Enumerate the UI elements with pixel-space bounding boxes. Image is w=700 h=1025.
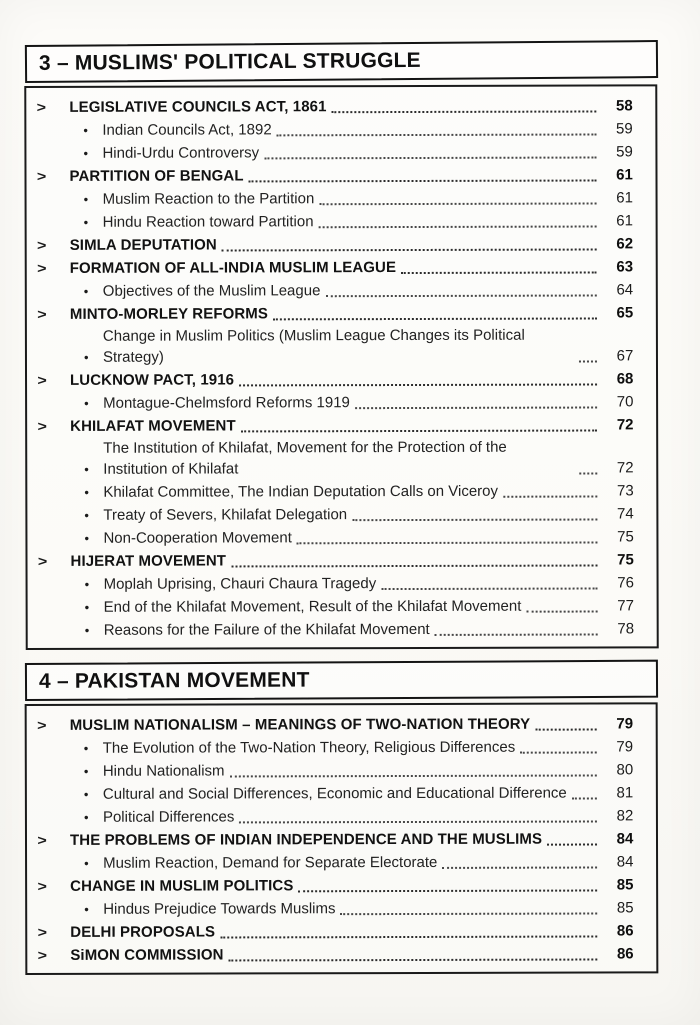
chevron-icon: > bbox=[37, 417, 47, 434]
bullet-icon: • bbox=[83, 740, 89, 756]
section-block-3 bbox=[25, 45, 658, 650]
dot-leader bbox=[241, 430, 597, 433]
toc-sub-row bbox=[27, 502, 656, 526]
toc-heading-row bbox=[26, 163, 655, 187]
toc-sub-row bbox=[27, 324, 656, 368]
bullet-icon: • bbox=[84, 901, 89, 917]
toc-heading-row bbox=[27, 367, 656, 391]
page-number: 72 bbox=[616, 416, 634, 434]
toc-sub-row bbox=[27, 758, 656, 782]
toc-sub-row bbox=[28, 571, 657, 595]
toc-sub-row bbox=[27, 186, 656, 210]
entry-title: DELHI PROPOSALS bbox=[70, 923, 216, 941]
dot-leader bbox=[220, 936, 597, 939]
toc-sub-row bbox=[26, 117, 655, 141]
section-3-title: 3 – MUSLIMS' POLITICAL STRUGGLE bbox=[38, 48, 421, 75]
entry-title: LUCKNOW PACT, 1916 bbox=[70, 371, 235, 389]
entry-title: PARTITION OF BENGAL bbox=[69, 167, 244, 185]
bullet-icon: • bbox=[84, 484, 89, 500]
page-number: 64 bbox=[616, 281, 634, 299]
page-number: 67 bbox=[616, 347, 634, 365]
page-number: 63 bbox=[616, 258, 634, 276]
chevron-icon: > bbox=[36, 98, 47, 115]
bullet-icon: • bbox=[84, 855, 89, 871]
bullet-icon: • bbox=[84, 599, 90, 615]
toc-sub-row bbox=[27, 525, 656, 549]
entry-title: Treaty of Severs, Khilafat Delegation bbox=[103, 506, 348, 524]
dot-leader bbox=[297, 542, 598, 545]
dot-leader bbox=[319, 226, 597, 229]
dot-leader bbox=[381, 588, 597, 591]
toc-heading-row bbox=[27, 301, 656, 325]
dot-leader bbox=[332, 111, 597, 114]
toc-sub-row bbox=[27, 436, 656, 480]
page-number: 85 bbox=[616, 899, 634, 917]
page-number: 70 bbox=[616, 393, 634, 411]
entry-title: Montague-Chelmsford Reforms 1919 bbox=[103, 394, 350, 412]
bullet-icon: • bbox=[83, 349, 89, 365]
bullet-icon: • bbox=[84, 576, 90, 592]
entry-title: MUSLIM NATIONALISM – MEANINGS OF TWO-NATION THEORY bbox=[69, 715, 531, 734]
entry-title: FORMATION OF ALL-INDIA MUSLIM LEAGUE bbox=[69, 259, 397, 277]
chevron-icon: > bbox=[37, 259, 47, 276]
entry-title: End of the Khilafat Movement, Result of the Khilafat Movement bbox=[103, 597, 522, 616]
page-number: 62 bbox=[616, 235, 634, 253]
entry-title: The Institution of Khilafat, Movement for the Protection of the Institution of Khilafat bbox=[103, 438, 507, 478]
bullet-icon: • bbox=[84, 530, 90, 546]
toc-sub-row bbox=[28, 617, 657, 641]
page-number: 79 bbox=[616, 715, 634, 733]
bullet-icon: • bbox=[83, 191, 89, 207]
dot-leader bbox=[520, 752, 597, 754]
entry-title: Muslim Reaction, Demand for Separate Electorate bbox=[103, 853, 438, 872]
bullet-icon: • bbox=[83, 763, 89, 779]
page-number: 86 bbox=[616, 945, 634, 963]
chevron-icon: > bbox=[37, 831, 47, 848]
entry-title: CHANGE IN MUSLIM POLITICS bbox=[70, 877, 294, 895]
bullet-icon: • bbox=[84, 507, 89, 523]
entry-title: Objectives of the Muslim League bbox=[102, 282, 321, 300]
entry-title: MINTO-MORLEY REFORMS bbox=[69, 305, 269, 323]
entry-title: Moplah Uprising, Chauri Chaura Tragedy bbox=[103, 575, 377, 593]
toc-heading-row bbox=[27, 413, 656, 437]
toc-sub-row bbox=[27, 850, 656, 874]
page-number: 59 bbox=[616, 120, 633, 138]
toc-heading-row bbox=[27, 255, 656, 279]
bullet-icon: • bbox=[83, 786, 89, 802]
dot-leader bbox=[230, 775, 597, 778]
entry-title: Hindu Reaction toward Partition bbox=[102, 213, 314, 231]
page-number: 76 bbox=[617, 574, 634, 592]
entry-title: SIMLA DEPUTATION bbox=[69, 236, 217, 254]
toc-heading-row bbox=[27, 548, 656, 572]
entry-title: Muslim Reaction to the Partition bbox=[102, 190, 315, 208]
dot-leader bbox=[222, 249, 597, 252]
dot-leader bbox=[341, 913, 598, 916]
section-3-entries bbox=[24, 84, 658, 650]
page-number: 72 bbox=[616, 459, 634, 477]
dot-leader bbox=[442, 867, 597, 869]
dot-leader bbox=[319, 203, 596, 206]
bullet-icon: • bbox=[84, 461, 89, 477]
page-number: 79 bbox=[616, 738, 634, 756]
chevron-icon: > bbox=[37, 877, 47, 894]
toc-sub-row bbox=[26, 140, 655, 164]
toc-sub-row bbox=[28, 594, 657, 618]
chevron-icon: > bbox=[37, 716, 47, 733]
bullet-icon: • bbox=[83, 809, 89, 825]
dot-leader bbox=[277, 134, 597, 137]
entry-title: KHILAFAT MOVEMENT bbox=[70, 417, 236, 435]
dot-leader bbox=[264, 157, 596, 160]
section-block-4 bbox=[25, 663, 658, 975]
bullet-icon: • bbox=[83, 283, 89, 299]
dot-leader bbox=[239, 821, 597, 824]
bullet-icon: • bbox=[84, 395, 89, 411]
dot-leader bbox=[572, 798, 597, 800]
page-number: 68 bbox=[616, 370, 634, 388]
dot-leader bbox=[249, 180, 597, 183]
chevron-icon: > bbox=[37, 305, 47, 322]
page-number: 82 bbox=[616, 807, 634, 825]
entry-title: The Evolution of the Two-Nation Theory, Religious Differences bbox=[102, 738, 516, 757]
dot-leader bbox=[231, 565, 598, 568]
page-number: 80 bbox=[616, 761, 634, 779]
dot-leader bbox=[579, 361, 597, 363]
page-number: 73 bbox=[616, 482, 634, 500]
dot-leader bbox=[239, 384, 597, 387]
entry-title: LEGISLATIVE COUNCILS ACT, 1861 bbox=[69, 98, 327, 116]
dot-leader bbox=[435, 634, 598, 636]
entry-title: Hindu Nationalism bbox=[102, 762, 225, 780]
entry-title: Hindus Prejudice Towards Muslims bbox=[103, 900, 336, 918]
dot-leader bbox=[298, 890, 597, 893]
section-4-header bbox=[25, 660, 658, 701]
page-number: 58 bbox=[615, 97, 633, 115]
page-number: 75 bbox=[617, 528, 634, 546]
page-number: 61 bbox=[616, 212, 633, 230]
page-number: 65 bbox=[616, 304, 634, 322]
dot-leader bbox=[579, 473, 597, 475]
entry-title: SiMON COMMISSION bbox=[70, 946, 224, 964]
page-number: 78 bbox=[617, 620, 635, 638]
page-number: 77 bbox=[617, 597, 634, 615]
dot-leader bbox=[535, 729, 596, 731]
entry-title: Khilafat Committee, The Indian Deputation Calls on Viceroy bbox=[103, 482, 499, 501]
entry-title: Political Differences bbox=[102, 808, 235, 826]
toc-heading-row bbox=[27, 232, 656, 256]
chevron-icon: > bbox=[37, 946, 48, 963]
page-number: 75 bbox=[617, 551, 634, 569]
section-3-header bbox=[25, 40, 658, 83]
page-number: 61 bbox=[616, 189, 633, 207]
dot-leader bbox=[355, 407, 597, 410]
entry-title: Change in Muslim Politics (Muslim League Changes its Political Strategy) bbox=[102, 326, 525, 366]
page-number: 61 bbox=[616, 166, 633, 184]
section-4-entries bbox=[25, 702, 659, 975]
dot-leader bbox=[352, 519, 597, 522]
page-number: 85 bbox=[616, 876, 634, 894]
entry-title: Non-Cooperation Movement bbox=[103, 529, 292, 547]
toc-sub-row bbox=[27, 479, 656, 503]
toc-heading-row bbox=[27, 919, 656, 943]
toc-sub-row bbox=[27, 209, 656, 233]
page-number: 86 bbox=[616, 922, 634, 940]
entry-title: Reasons for the Failure of the Khilafat Movement bbox=[103, 620, 430, 639]
chevron-icon: > bbox=[37, 552, 48, 569]
section-4-title: 4 – PAKISTAN MOVEMENT bbox=[38, 668, 310, 693]
toc-sub-row bbox=[27, 278, 656, 302]
chevron-icon: > bbox=[37, 236, 47, 253]
bullet-icon: • bbox=[83, 145, 89, 161]
chevron-icon: > bbox=[37, 923, 48, 940]
toc-sub-row bbox=[27, 735, 656, 759]
bullet-icon: • bbox=[84, 622, 90, 638]
entry-title: THE PROBLEMS OF INDIAN INDEPENDENCE AND THE MUSLIMS bbox=[69, 830, 543, 849]
entry-title: Indian Councils Act, 1892 bbox=[102, 121, 272, 139]
dot-leader bbox=[229, 959, 598, 962]
toc-sub-row bbox=[27, 781, 656, 805]
page-number: 74 bbox=[617, 505, 634, 523]
bullet-icon: • bbox=[83, 122, 88, 138]
page-number: 84 bbox=[616, 853, 634, 871]
toc-heading-row bbox=[26, 94, 655, 118]
chevron-icon: > bbox=[37, 371, 47, 388]
entry-title: Cultural and Social Differences, Economic and Educational Difference bbox=[102, 784, 567, 803]
toc-sub-row bbox=[27, 390, 656, 414]
toc-heading-row bbox=[27, 942, 656, 966]
entry-title: HIJERAT MOVEMENT bbox=[70, 552, 227, 570]
dot-leader bbox=[503, 496, 597, 498]
bullet-icon: • bbox=[83, 214, 89, 230]
page-number: 59 bbox=[616, 143, 633, 161]
dot-leader bbox=[401, 272, 597, 275]
entry-title: Hindi-Urdu Controversy bbox=[102, 144, 260, 162]
dot-leader bbox=[325, 295, 596, 298]
page-number: 81 bbox=[616, 784, 634, 802]
toc-heading-row bbox=[27, 873, 656, 897]
dot-leader bbox=[547, 844, 597, 846]
dot-leader bbox=[273, 318, 597, 321]
chevron-icon: > bbox=[36, 167, 47, 184]
toc-heading-row bbox=[27, 827, 656, 851]
toc-sub-row bbox=[27, 804, 656, 828]
toc-heading-row bbox=[27, 712, 656, 736]
dot-leader bbox=[526, 611, 597, 613]
toc-sub-row bbox=[27, 896, 656, 920]
page-number: 84 bbox=[616, 830, 634, 848]
